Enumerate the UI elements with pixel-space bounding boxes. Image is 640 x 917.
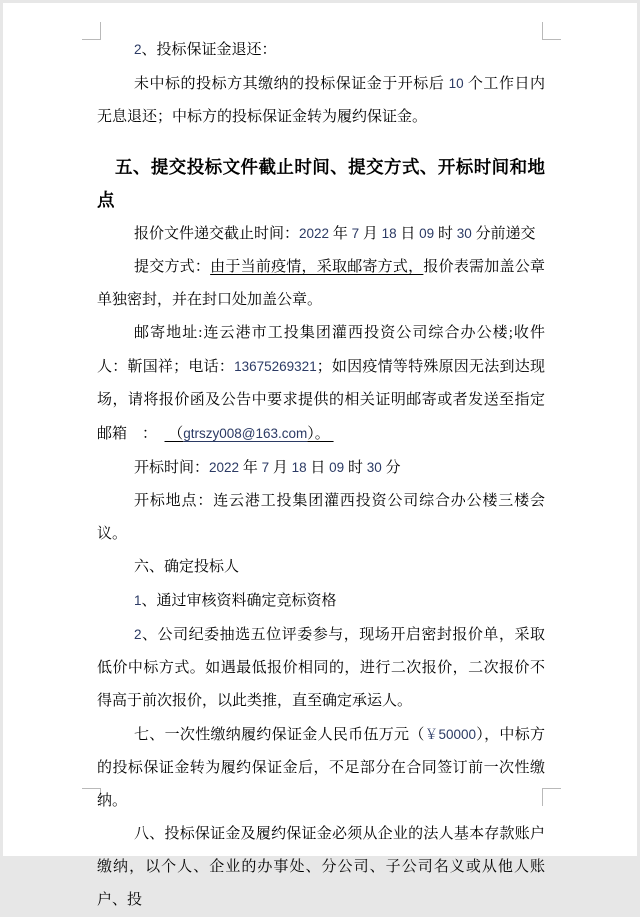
text-run: 分 bbox=[381, 460, 401, 476]
text-run: 开标地点：连云港工投集团灌西投资公司综合办公楼三楼会议。 bbox=[97, 493, 545, 542]
text-run: 09 bbox=[329, 460, 345, 475]
text-run: 10 bbox=[448, 76, 464, 91]
text-run: 个工作日内无息退还；中标方的投标保证金转为履约保证金。 bbox=[97, 76, 545, 125]
text-run: 五、提交投标文件截止时间、提交方式、开标时间和地点 bbox=[97, 157, 545, 210]
text-run: ），中标方的投标保证金转为履约保证金后，不足部分在合同签订前一次性缴纳。 bbox=[97, 727, 545, 809]
text-run: 2022 bbox=[209, 460, 240, 475]
text-run: 六、确定投标人 bbox=[134, 559, 240, 575]
email-link[interactable]: gtrszy008@163.com bbox=[183, 426, 308, 441]
text-run: 时 bbox=[344, 460, 367, 476]
text-run: 7 bbox=[261, 460, 270, 475]
text-run: 13675269321 bbox=[234, 359, 317, 374]
text-run: 、通过审核资料确定竞标资格 bbox=[141, 593, 337, 609]
text-run: 30 bbox=[456, 226, 472, 241]
text-run: 1 bbox=[134, 593, 142, 608]
text-run: 时 bbox=[434, 226, 457, 242]
text-run: 由于当前疫情，采取邮寄方式， bbox=[210, 259, 424, 275]
text-run: 09 bbox=[419, 226, 435, 241]
text-run: ）。 bbox=[307, 426, 334, 442]
para-deposit-return-detail bbox=[97, 67, 545, 134]
para-section-8 bbox=[97, 818, 545, 917]
heading-section-5 bbox=[97, 151, 545, 217]
text-run: 年 bbox=[329, 226, 352, 242]
para-opening-location bbox=[97, 485, 545, 551]
para-submission-method bbox=[97, 251, 545, 317]
para-deadline bbox=[97, 217, 545, 251]
para-section-6 bbox=[97, 551, 545, 584]
text-run: 18 bbox=[291, 460, 307, 475]
para-mailing-address bbox=[97, 317, 545, 451]
text-run: 分前递交 bbox=[471, 226, 536, 242]
para-6-item-2 bbox=[97, 618, 545, 718]
text-run: 2022 bbox=[299, 226, 330, 241]
text-run: 邮寄地址:连云港市工投集团灌西投资公司综合办公楼;收件人：靳国祥；电话： bbox=[97, 325, 545, 375]
text-run: 日 bbox=[306, 460, 330, 476]
text-run: ￥50000 bbox=[424, 727, 476, 742]
text-run: 18 bbox=[381, 226, 397, 241]
text-run: 报价表需加盖公章单独密封，并在封口处加盖公章。 bbox=[97, 259, 545, 308]
text-run: 年 bbox=[239, 460, 262, 476]
para-opening-time bbox=[97, 451, 545, 485]
text-run: 未中标的投标方其缴纳的投标保证金于开标后 bbox=[134, 76, 449, 92]
text-run: 、公司纪委抽选五位评委参与，现场开启密封报价单，采取低价中标方式。如遇最低报价相同的，进行二次报价，二次报价不得高于前次报价，以此类推，直至确定承运人。 bbox=[97, 627, 545, 709]
para-deposit-return-title bbox=[97, 33, 545, 67]
text-run: 八、投标保证金及履约保证金必须从企业的法人基本存款账户缴纳，以个人、企业的办事处、分公司、子公司名义或从他人账户、投 bbox=[97, 826, 545, 908]
text-run: 7 bbox=[351, 226, 360, 241]
text-run: 2 bbox=[134, 42, 142, 57]
text-run: 2 bbox=[134, 627, 142, 642]
text-run: ；如因疫情等特殊原因无法到达现场，请将报价函及公告中要求提供的相关证明邮寄或者发送至指定邮箱 ： bbox=[97, 359, 545, 442]
para-6-item-1 bbox=[97, 584, 545, 618]
text-run: 30 bbox=[366, 460, 382, 475]
text-run: 月 bbox=[269, 460, 292, 476]
document-text-area[interactable] bbox=[97, 3, 545, 917]
text-run: （ bbox=[164, 426, 184, 442]
text-run: 开标时间： bbox=[134, 460, 210, 476]
text-run: 、投标保证金退还： bbox=[141, 42, 277, 58]
text-run: 提交方式： bbox=[134, 259, 211, 275]
para-section-7 bbox=[97, 718, 545, 818]
text-run: 月 bbox=[359, 226, 382, 242]
document-page bbox=[3, 3, 637, 908]
text-run: 七、一次性缴纳履约保证金人民币伍万元（ bbox=[134, 727, 425, 743]
text-run: 报价文件递交截止时间： bbox=[134, 226, 300, 242]
text-run: 日 bbox=[396, 226, 420, 242]
